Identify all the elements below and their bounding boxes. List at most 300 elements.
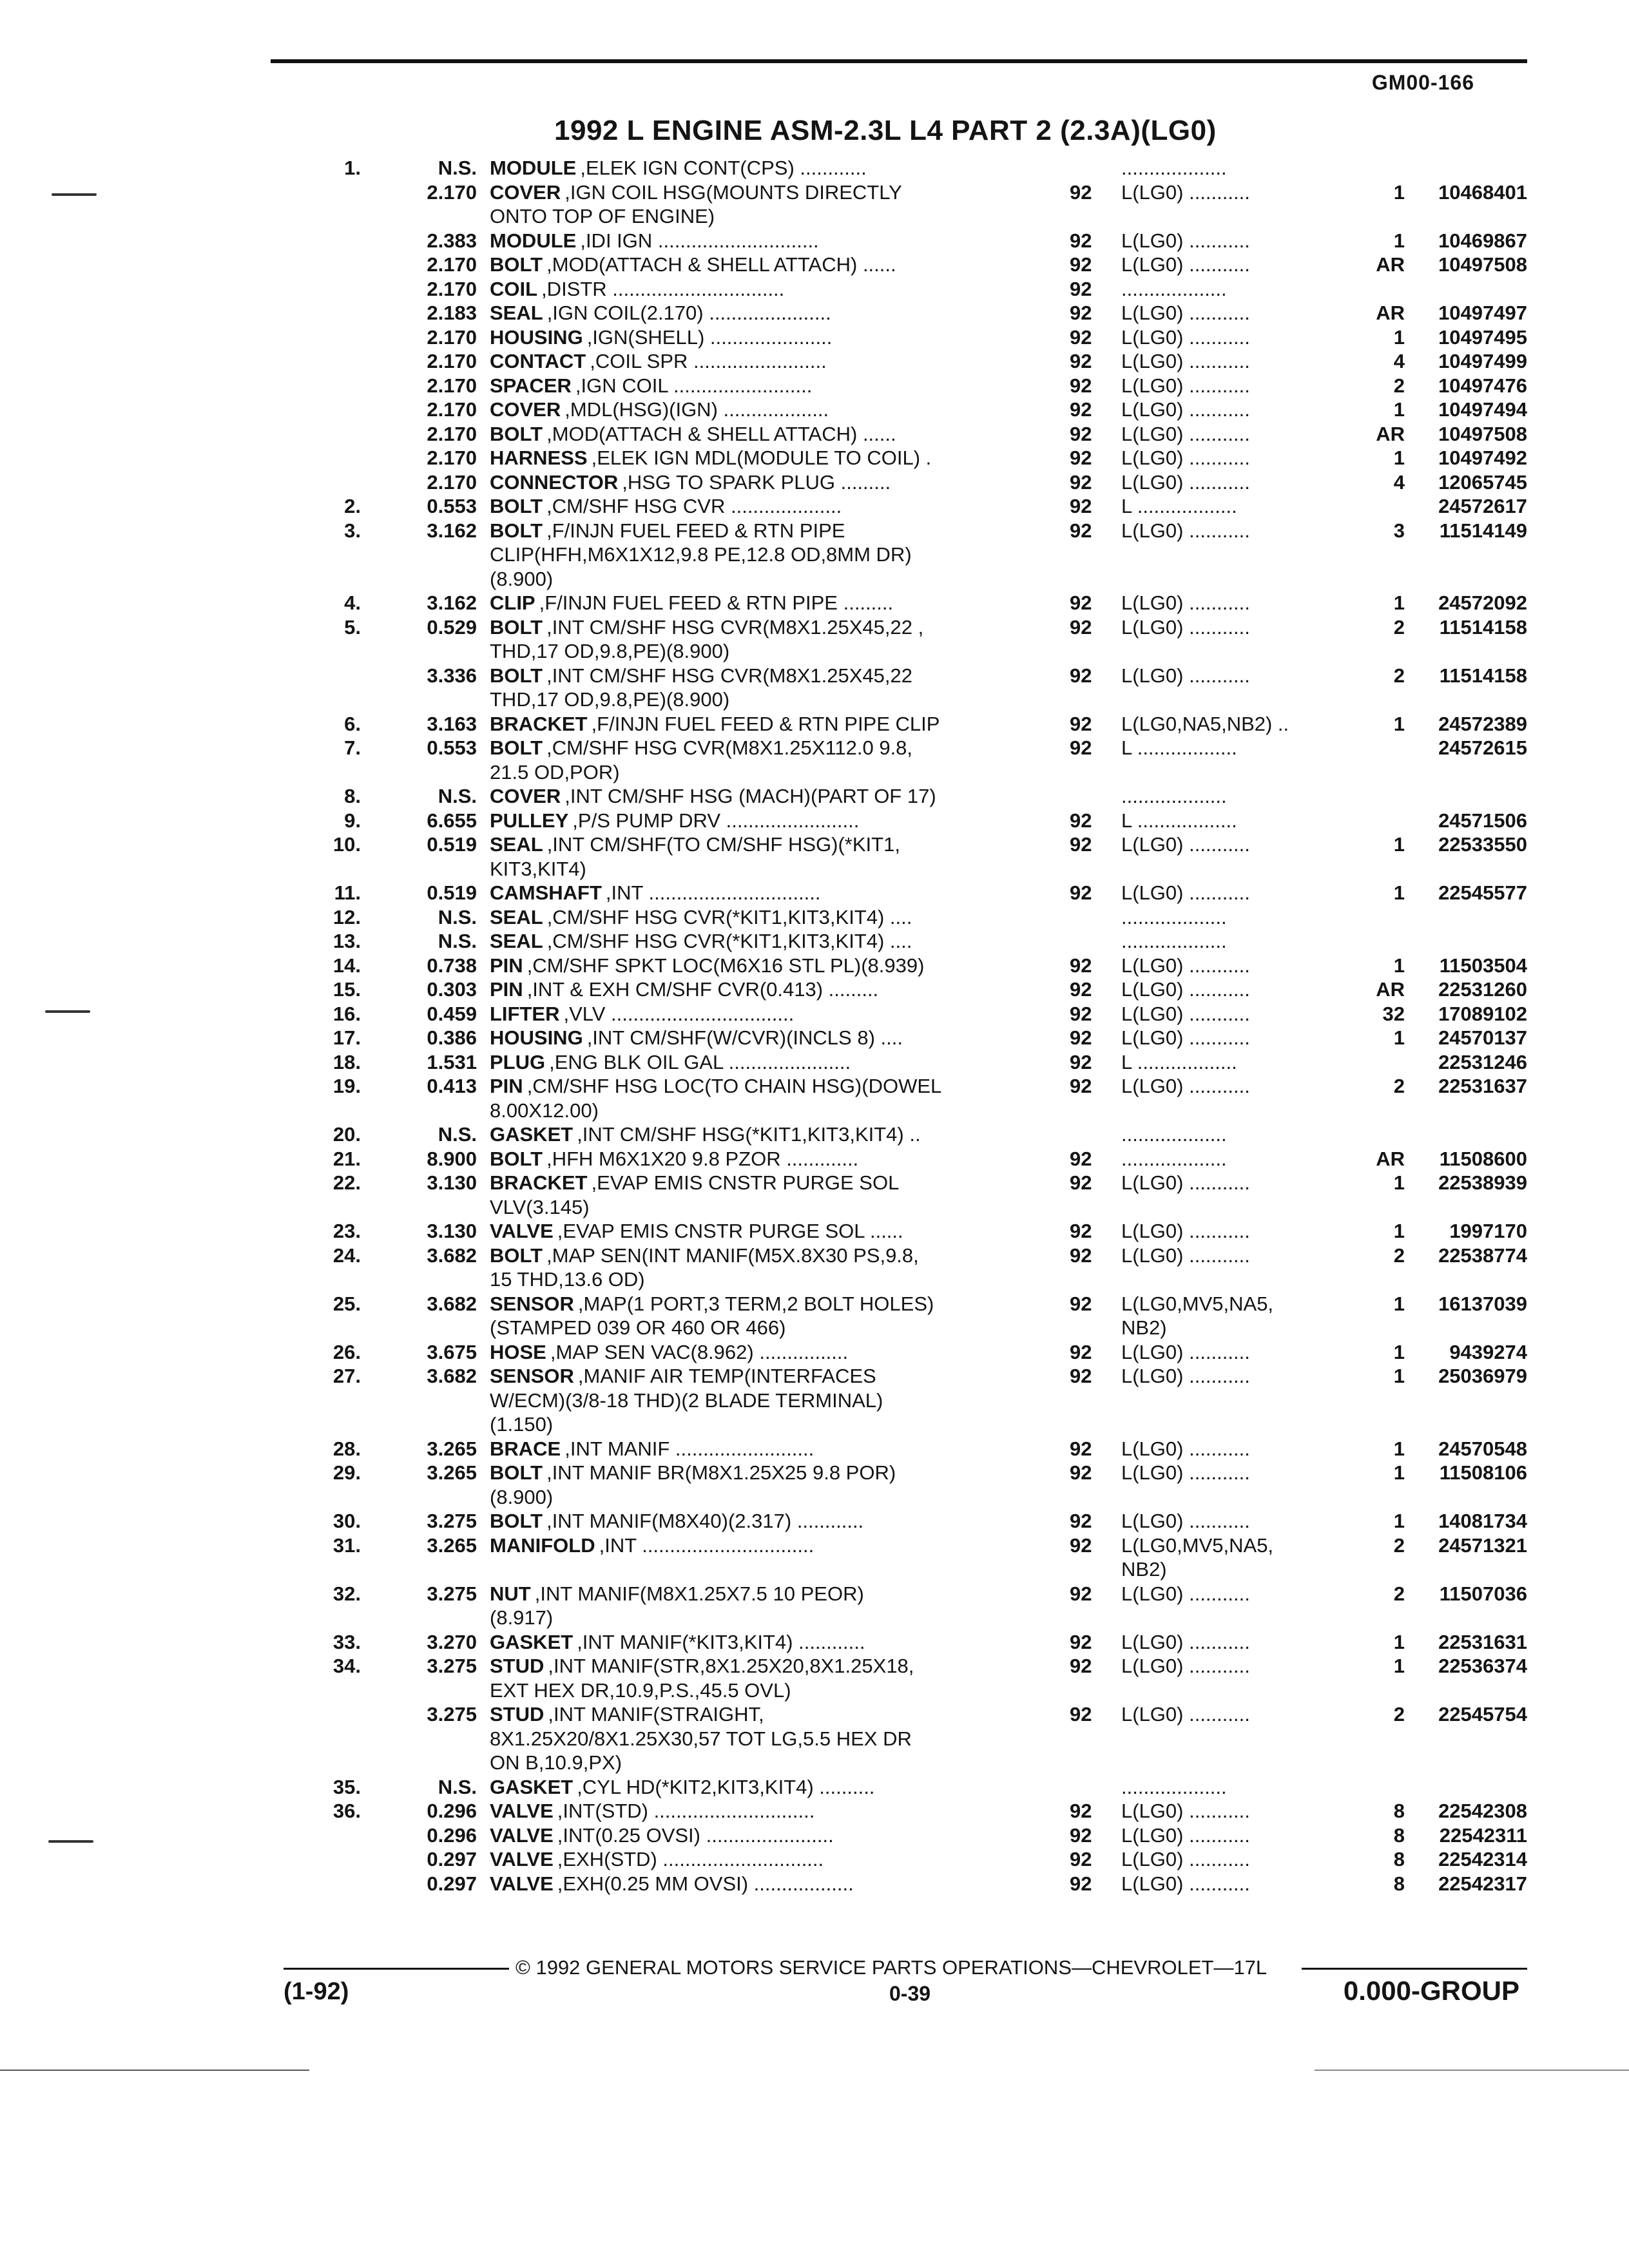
model-year: 92: [1070, 180, 1092, 204]
part-description: [490, 1364, 1031, 1389]
part-detail: ,INT MANIF(M8X1.25X7.5 10 PEOR): [534, 1582, 864, 1605]
model-year: 92: [1070, 519, 1092, 542]
price-group: 2.170: [427, 350, 477, 372]
table-row: [0, 1122, 1629, 1147]
quantity: AR: [1376, 422, 1405, 445]
part-description: [490, 1244, 1031, 1268]
part-description: [490, 736, 1031, 760]
price-group: 3.682: [427, 1292, 477, 1315]
table-row: [0, 1099, 1629, 1123]
part-name: VALVE: [490, 1848, 554, 1870]
part-detail: ,IGN(SHELL) ......................: [586, 325, 833, 349]
part-number: 24572092: [1438, 591, 1527, 614]
model-code: L ..................: [1121, 809, 1237, 832]
part-detail: ,EXH(STD) .............................: [557, 1848, 824, 1870]
model-year: 92: [1070, 1002, 1092, 1025]
table-row: [0, 1292, 1629, 1316]
part-number: 24570137: [1438, 1026, 1527, 1049]
part-detail: ,INT CM/SHF(TO CM/SHF HSG)(*KIT1,: [546, 833, 900, 856]
quantity: 2: [1393, 1244, 1405, 1267]
quantity: AR: [1376, 978, 1405, 1001]
item-number: 28.: [333, 1437, 361, 1460]
part-description: [490, 1678, 1031, 1703]
model-code: ...................: [1121, 1147, 1227, 1170]
quantity: 8: [1393, 1872, 1405, 1895]
item-number: 15.: [333, 978, 361, 1001]
model-year: 92: [1070, 736, 1092, 759]
part-detail: ,MOD(ATTACH & SHELL ATTACH) ......: [546, 422, 896, 445]
quantity: 2: [1393, 1703, 1405, 1725]
part-detail: ,COIL SPR ........................: [590, 350, 827, 372]
part-number: 22531246: [1438, 1050, 1527, 1073]
part-name: BRACE: [490, 1437, 561, 1460]
footer-copyright: © 1992 GENERAL MOTORS SERVICE PARTS OPERATIONS—CHEVROLET—17L: [516, 1956, 1268, 1979]
model-code: NB2): [1121, 1316, 1167, 1339]
model-year: 92: [1070, 495, 1092, 517]
part-number: 9439274: [1449, 1340, 1527, 1363]
part-detail: ,CM/SHF HSG CVR ....................: [546, 495, 842, 517]
model-code: L(LG0) ...........: [1121, 1510, 1250, 1532]
item-number: 33.: [333, 1630, 361, 1653]
part-number: 22531260: [1438, 978, 1527, 1001]
table-row: [0, 1316, 1629, 1340]
quantity: 1: [1393, 180, 1405, 204]
price-group: N.S.: [438, 905, 477, 928]
item-number: 3.: [344, 519, 361, 542]
part-number: 24571506: [1438, 809, 1527, 832]
table-row: [0, 1002, 1629, 1026]
price-group: 0.459: [427, 1002, 477, 1025]
part-detail: ,INT CM/SHF HSG CVR(M8X1.25X45,22: [546, 664, 913, 687]
table-row: [0, 253, 1629, 277]
part-number: 11514158: [1439, 615, 1527, 639]
quantity: 1: [1393, 1437, 1405, 1460]
quantity: 2: [1393, 664, 1405, 687]
part-number: 22531637: [1438, 1075, 1527, 1097]
price-group: N.S.: [438, 1123, 477, 1146]
model-code: ...................: [1121, 1775, 1227, 1798]
part-detail: (8.900): [490, 1485, 554, 1508]
part-description: [490, 446, 1031, 470]
quantity: 1: [1393, 881, 1405, 904]
quantity: 1: [1393, 712, 1405, 735]
model-code: L(LG0) ...........: [1121, 833, 1250, 856]
model-code: L(LG0) ...........: [1121, 325, 1250, 349]
part-number: 22533550: [1438, 833, 1527, 856]
model-code: L(LG0) ...........: [1121, 1171, 1250, 1194]
item-number: 25.: [333, 1292, 361, 1315]
part-name: BOLT: [490, 1244, 543, 1267]
part-number: 11514149: [1439, 519, 1527, 542]
item-number: 30.: [333, 1510, 361, 1532]
part-name: STUD: [490, 1703, 545, 1725]
part-description: [490, 1050, 1031, 1075]
price-group: 1.531: [427, 1050, 477, 1073]
table-row: [0, 229, 1629, 253]
part-name: STUD: [490, 1655, 545, 1677]
quantity: 3: [1393, 519, 1405, 542]
part-detail: ,INT ...............................: [599, 1533, 815, 1557]
model-year: 92: [1070, 1365, 1092, 1387]
item-number: 18.: [333, 1050, 361, 1073]
price-group: 3.675: [427, 1340, 477, 1363]
price-group: 0.529: [427, 615, 477, 639]
table-row: [0, 591, 1629, 615]
quantity: 2: [1393, 1075, 1405, 1097]
part-description: [490, 1099, 1031, 1123]
part-number: 11507036: [1439, 1582, 1527, 1605]
part-name: BOLT: [490, 736, 543, 759]
table-row: [0, 301, 1629, 325]
part-number: 10469867: [1438, 229, 1527, 252]
model-code: L(LG0) ...........: [1121, 350, 1250, 372]
part-description: [490, 615, 1031, 640]
table-row: [0, 615, 1629, 640]
part-description: [490, 1509, 1031, 1533]
part-name: BRACKET: [490, 712, 588, 735]
part-number: 22536374: [1438, 1655, 1527, 1677]
model-code: L(LG0) ...........: [1121, 180, 1250, 204]
model-year: 92: [1070, 1461, 1092, 1484]
top-rule: [271, 59, 1527, 63]
part-number: 22538939: [1438, 1171, 1527, 1194]
price-group: 0.297: [427, 1872, 477, 1895]
part-name: SEAL: [490, 302, 543, 324]
part-number: 10497508: [1438, 253, 1527, 276]
part-name: COVER: [490, 180, 561, 204]
price-group: 3.275: [427, 1655, 477, 1677]
part-name: CAMSHAFT: [490, 881, 602, 904]
part-detail: (8.917): [490, 1606, 554, 1629]
price-group: 2.183: [427, 302, 477, 324]
model-year: 92: [1070, 1703, 1092, 1725]
model-year: 92: [1070, 881, 1092, 904]
punch-mark: [48, 1840, 93, 1843]
part-number: 10497499: [1438, 350, 1527, 372]
part-description: [490, 1799, 1031, 1823]
item-number: 16.: [333, 1002, 361, 1025]
part-detail: KIT3,KIT4): [490, 857, 586, 880]
part-detail: ,CM/SHF SPKT LOC(M6X16 STL PL)(8.939): [526, 954, 925, 977]
item-number: 4.: [344, 591, 361, 614]
table-row: [0, 1267, 1629, 1292]
model-code: L(LG0) ...........: [1121, 1365, 1250, 1387]
part-name: PULLEY: [490, 809, 569, 832]
part-number: 24572617: [1438, 495, 1527, 517]
table-row: [0, 1244, 1629, 1268]
part-description: [490, 543, 1031, 567]
punch-mark: [45, 1010, 90, 1013]
model-code: L(LG0) ...........: [1121, 1002, 1250, 1025]
price-group: 3.265: [427, 1461, 477, 1484]
price-group: 0.413: [427, 1075, 477, 1097]
model-year: 92: [1070, 374, 1092, 397]
part-number: 10497495: [1438, 325, 1527, 349]
quantity: 1: [1393, 1365, 1405, 1387]
item-number: 12.: [333, 905, 361, 928]
model-year: 92: [1070, 302, 1092, 324]
part-name: BOLT: [490, 253, 543, 276]
item-number: 36.: [333, 1800, 361, 1822]
price-group: 3.163: [427, 712, 477, 735]
part-name: HOUSING: [490, 325, 583, 349]
item-number: 6.: [344, 712, 361, 735]
model-code: ...................: [1121, 905, 1227, 928]
model-code: L(LG0) ...........: [1121, 470, 1250, 494]
quantity: 4: [1393, 350, 1405, 372]
part-name: BOLT: [490, 519, 543, 542]
part-number: 11514158: [1439, 664, 1527, 687]
catalog-code: GM00-166: [1371, 71, 1474, 94]
price-group: 0.519: [427, 833, 477, 856]
part-number: 24572615: [1438, 736, 1527, 759]
table-row: [0, 832, 1629, 857]
part-detail: 8.00X12.00): [490, 1099, 599, 1122]
part-description: [490, 591, 1031, 615]
quantity: 2: [1393, 374, 1405, 397]
part-description: [490, 156, 1031, 180]
part-description: [490, 712, 1031, 736]
table-row: [0, 1074, 1629, 1099]
model-year: 92: [1070, 253, 1092, 276]
part-detail: ,MAP SEN VAC(8.962) ................: [550, 1340, 849, 1363]
item-number: 29.: [333, 1461, 361, 1484]
part-description: [490, 204, 1031, 229]
item-number: 20.: [333, 1123, 361, 1146]
part-description: [490, 1654, 1031, 1678]
quantity: 1: [1393, 591, 1405, 614]
price-group: N.S.: [438, 785, 477, 807]
model-year: 92: [1070, 615, 1092, 639]
item-number: 19.: [333, 1075, 361, 1097]
quantity: 1: [1393, 1026, 1405, 1049]
price-group: 8.900: [427, 1147, 477, 1170]
table-row: [0, 1364, 1629, 1389]
model-code: L(LG0) ...........: [1121, 398, 1250, 421]
item-number: 27.: [333, 1365, 361, 1387]
model-year: 92: [1070, 229, 1092, 252]
part-name: LIFTER: [490, 1002, 560, 1025]
part-description: [490, 1437, 1031, 1461]
price-group: 2.170: [427, 374, 477, 397]
part-detail: ,MAP SEN(INT MANIF(M5X.8X30 PS,9.8,: [546, 1244, 919, 1267]
part-name: PIN: [490, 954, 523, 977]
part-number: 10497497: [1438, 302, 1527, 324]
model-code: L(LG0,MV5,NA5,: [1121, 1292, 1274, 1315]
part-number: 24572389: [1438, 712, 1527, 735]
table-row: [0, 954, 1629, 978]
price-group: 3.265: [427, 1437, 477, 1460]
quantity: 8: [1393, 1848, 1405, 1870]
part-detail: THD,17 OD,9.8,PE)(8.900): [490, 688, 730, 711]
price-group: N.S.: [438, 930, 477, 952]
part-name: BOLT: [490, 1510, 543, 1532]
part-description: [490, 1147, 1031, 1171]
table-row: [0, 881, 1629, 905]
part-detail: ,P/S PUMP DRV ........................: [572, 809, 860, 832]
item-number: 13.: [333, 930, 361, 952]
part-description: [490, 954, 1031, 978]
part-name: HOSE: [490, 1340, 546, 1363]
price-group: 0.519: [427, 881, 477, 904]
table-row: [0, 567, 1629, 591]
part-name: VALVE: [490, 1800, 554, 1822]
part-number: 25036979: [1438, 1365, 1527, 1387]
part-name: MODULE: [490, 157, 577, 179]
table-row: [0, 929, 1629, 954]
part-detail: ,CM/SHF HSG CVR(*KIT1,KIT3,KIT4) ....: [546, 905, 912, 928]
price-group: 0.738: [427, 954, 477, 977]
part-name: CONNECTOR: [490, 470, 619, 494]
part-name: CLIP: [490, 591, 535, 614]
price-group: 0.553: [427, 736, 477, 759]
part-detail: ,EVAP EMIS CNSTR PURGE SOL ......: [557, 1220, 903, 1242]
item-number: 17.: [333, 1026, 361, 1049]
price-group: 3.336: [427, 664, 477, 687]
model-code: L(LG0) ...........: [1121, 1823, 1250, 1847]
part-name: SEAL: [490, 905, 543, 928]
part-number: 22542317: [1438, 1872, 1527, 1895]
item-number: 7.: [344, 736, 361, 759]
table-row: [0, 1702, 1629, 1727]
item-number: 2.: [344, 495, 361, 517]
model-year: 92: [1070, 398, 1092, 421]
quantity: 8: [1393, 1800, 1405, 1822]
part-detail: ,INT MANIF(STR,8X1.25X20,8X1.25X18,: [548, 1655, 914, 1677]
part-description: [490, 809, 1031, 833]
part-description: [490, 349, 1031, 374]
model-code: L(LG0,MV5,NA5,: [1121, 1533, 1274, 1557]
part-number: 12065745: [1438, 470, 1527, 494]
part-number: 22542308: [1438, 1800, 1527, 1822]
part-detail: EXT HEX DR,10.9,P.S.,45.5 OVL): [490, 1678, 791, 1702]
table-row: [0, 857, 1629, 881]
model-code: L(LG0) ...........: [1121, 1800, 1250, 1822]
table-row: [0, 1630, 1629, 1655]
model-code: ...................: [1121, 157, 1227, 179]
price-group: 2.383: [427, 229, 477, 252]
model-year: 92: [1070, 1292, 1092, 1315]
part-detail: ,INT ...............................: [605, 881, 821, 904]
model-year: 92: [1070, 1582, 1092, 1605]
model-year: 92: [1070, 809, 1092, 832]
model-year: 92: [1070, 1050, 1092, 1073]
model-year: 92: [1070, 978, 1092, 1001]
part-detail: ,VLV .................................: [563, 1002, 795, 1025]
page-number: 0-39: [889, 1982, 931, 2005]
part-name: NUT: [490, 1582, 531, 1605]
model-year: 92: [1070, 1630, 1092, 1653]
part-description: [490, 398, 1031, 422]
table-row: [0, 1799, 1629, 1823]
part-name: COIL: [490, 277, 538, 300]
part-detail: ,INT MANIF .........................: [564, 1437, 815, 1460]
model-year: 92: [1070, 1872, 1092, 1895]
model-year: 92: [1070, 1026, 1092, 1049]
price-group: 3.130: [427, 1220, 477, 1242]
table-row: [0, 1606, 1629, 1630]
price-group: 3.682: [427, 1244, 477, 1267]
part-name: SEAL: [490, 833, 543, 856]
part-description: [490, 1630, 1031, 1655]
part-number: 24571321: [1438, 1533, 1527, 1557]
scan-rule-right: [1315, 2070, 1629, 2071]
part-description: [490, 639, 1031, 664]
item-number: 35.: [333, 1775, 361, 1798]
part-detail: ,DISTR ...............................: [541, 277, 785, 300]
part-detail: ,CM/SHF HSG LOC(TO CHAIN HSG)(DOWEL: [526, 1075, 942, 1097]
quantity: 8: [1393, 1823, 1405, 1847]
model-code: ...................: [1121, 785, 1227, 807]
part-description: [490, 1026, 1031, 1050]
part-description: [490, 277, 1031, 302]
model-code: L(LG0) ...........: [1121, 253, 1250, 276]
part-name: VALVE: [490, 1872, 554, 1895]
price-group: 6.655: [427, 809, 477, 832]
part-name: COVER: [490, 398, 561, 421]
model-code: L(LG0) ...........: [1121, 1582, 1250, 1605]
part-description: [490, 325, 1031, 350]
part-description: [490, 1775, 1031, 1800]
part-description: [490, 929, 1031, 954]
part-name: HARNESS: [490, 447, 588, 469]
table-row: [0, 1727, 1629, 1751]
part-number: 10497492: [1438, 447, 1527, 469]
quantity: 1: [1393, 447, 1405, 469]
part-detail: ,MDL(HSG)(IGN) ...................: [564, 398, 829, 421]
table-row: [0, 1775, 1629, 1800]
quantity: 4: [1393, 470, 1405, 494]
part-description: [490, 857, 1031, 881]
item-number: 1.: [344, 157, 361, 179]
item-number: 26.: [333, 1340, 361, 1363]
model-year: 92: [1070, 1800, 1092, 1822]
table-row: [0, 1557, 1629, 1582]
table-row: [0, 349, 1629, 374]
part-number: 10497508: [1438, 422, 1527, 445]
part-detail: (8.900): [490, 567, 554, 590]
part-description: [490, 784, 1031, 809]
model-code: L ..................: [1121, 495, 1237, 517]
part-number: 11503504: [1439, 954, 1527, 977]
part-description: [490, 567, 1031, 591]
quantity: 1: [1393, 1510, 1405, 1532]
model-code: L(LG0) ...........: [1121, 615, 1250, 639]
quantity: AR: [1376, 302, 1405, 324]
part-name: BOLT: [490, 495, 543, 517]
part-description: [490, 301, 1031, 325]
model-code: L(LG0) ...........: [1121, 664, 1250, 687]
model-code: ...................: [1121, 277, 1227, 300]
model-year: 92: [1070, 1848, 1092, 1870]
quantity: 1: [1393, 325, 1405, 349]
part-name: COVER: [490, 785, 561, 807]
part-detail: ,MOD(ATTACH & SHELL ATTACH) ......: [546, 253, 896, 276]
price-group: 3.275: [427, 1582, 477, 1605]
part-number: 10468401: [1438, 180, 1527, 204]
part-detail: ,INT(0.25 OVSI) .......................: [557, 1823, 834, 1847]
table-row: [0, 277, 1629, 302]
model-code: L(LG0) ...........: [1121, 302, 1250, 324]
table-row: [0, 543, 1629, 567]
item-number: 14.: [333, 954, 361, 977]
part-description: [490, 977, 1031, 1002]
part-detail: ,INT MANIF(STRAIGHT,: [548, 1703, 764, 1725]
part-name: GASKET: [490, 1775, 574, 1798]
part-name: BOLT: [490, 1461, 543, 1484]
model-code: ...................: [1121, 1123, 1227, 1146]
item-number: 32.: [333, 1582, 361, 1605]
